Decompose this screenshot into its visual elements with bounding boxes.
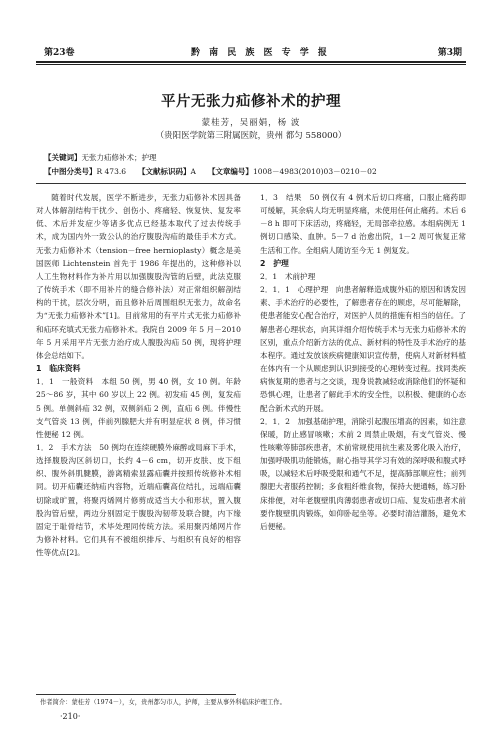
- surgical-method-paragraph: [36, 441, 241, 559]
- basic-nursing-text: 如注意保暖，防止感冒咳嗽；术前 2 周禁止吸烟，有支气管炎、慢性咳嗽等肺部疾患者，术前常规使用抗生素及雾化吸入治疗，加强呼吸肌功能锻炼，耐心指导其学习有效的深呼吸和腹式呼吸，以减轻术后呼吸受限和通气不足，提高肺部顺应性；前列腺肥大者服药控制；多食粗纤维食物，保持大便通畅，练习卧床排便，对年老腹壁肌肉薄弱患者或切口疝、复发疝患者术前要作腹壁肌肉锻炼，如仰卧起坐等。必要时清洁灌肠，避免术后便秘。: [260, 416, 466, 531]
- section-heading-clinical-data: 1 临床资料: [36, 364, 81, 374]
- results-paragraph: 1．3 结果 50 例仅有 4 例术后切口疼痛，口服止痛药即可缓解，其余病人均无明显疼痛，未使用任何止痛药。术后 6－8 h 即可下床活动，疼痛轻，无局部牵拉感。本组病例无 1 例切口感染、血肿。5－7 d 治愈出院，1－2 周可恢复正常生活和工作。全组病人随访至今无 1 例复发。: [260, 193, 466, 255]
- volume-label: 第23卷: [44, 48, 75, 58]
- subsection-heading-basic: 2．1．2 加强基础护理，消除引起腹压增高的因素: [260, 416, 436, 426]
- basic-nursing-paragraph: 2．1．2 加强基础护理，消除引起腹压增高的因素，如注意保暖，防止感冒咳嗽；术前 2 周禁止吸烟，有支气管炎、慢性咳嗽等肺部疾患者，术前常规使用抗生素及雾化吸入治疗，加强呼吸肌功能锻炼，耐心指导其学习有效的深呼吸和腹式呼吸，以减轻术后呼吸受限和通气不足，提高肺部顺应性；前列腺肥大者服药控制；多食粗纤维食物，保持大便通畅，练习卧床排便，对年老腹壁肌肉薄弱患者或切口疝、复发疝患者术前要作腹壁肌肉锻炼，如仰卧起坐等。必要时清洁灌肠，避免术后便秘。: [260, 416, 466, 531]
- page-number: ·210·: [60, 712, 81, 721]
- right-column: [260, 191, 466, 533]
- journal-name: 黔 南 民 族 医 专 学 报: [191, 48, 330, 58]
- subsection-heading-general-data: 1．1 一般资料: [36, 377, 94, 387]
- clc-value: R 473.6: [96, 167, 127, 176]
- clc-label: 【中图分类号】: [44, 167, 97, 176]
- subsection-heading-preop: 2．1 术前护理: [260, 271, 316, 281]
- author-footnote: 作者简介：蒙桂芳（1974－），女，贵州都匀市人，护师，主要从事外科临床护理工作。: [40, 699, 286, 706]
- classification-line: [44, 166, 377, 178]
- surgical-method-text: 50 例均在连续硬膜外麻醉或局麻下手术，选择腹股沟区斜切口，长约 4－6 cm，切开皮肤、皮下组织、腹外斜肌腱膜，游离精索显露疝囊并按照传统修补术相同。切开疝囊还纳疝内容物，近端疝囊高位结扎，远端疝囊切除或旷置，将聚丙烯网片修剪成适当大小和形状，置入腹股沟管后壁，两边分别固定于腹股沟韧带及联合腱，内下缘固定于耻骨结节，术毕处理同传统方法。采用聚丙烯网片作为修补材料。它们具有不被组织排斥、与组织有良好的相容性等优点[2]。: [36, 442, 242, 558]
- article-title: 平片无张力疝修补术的护理: [161, 94, 341, 110]
- article-id-value: 1008－4983(2010)03－0210－02: [252, 167, 377, 176]
- general-data-paragraph: [36, 375, 241, 441]
- keywords-line: [44, 152, 157, 164]
- article-id-label: 【文章编号】: [207, 167, 253, 176]
- article-authors: 蒙桂芳，吴丽娟，杨 波: [201, 118, 301, 128]
- footnote-rule: [36, 694, 236, 695]
- meta-rule: [36, 183, 466, 184]
- running-header: [36, 46, 466, 60]
- keywords-label: 【关键词】: [44, 153, 82, 162]
- subsection-heading-psych: 2．1．1 心理护理: [260, 285, 329, 295]
- keywords-value: 无张力疝修补术；护理: [81, 153, 157, 162]
- doc-code-label: 【文献标识码】: [138, 167, 191, 176]
- doc-code-value: A: [190, 167, 196, 176]
- section-heading-nursing: 2 护理: [260, 258, 289, 268]
- subsection-heading-surgical-method: 1．2 手术方法: [36, 442, 92, 452]
- left-column: [36, 191, 241, 559]
- psych-nursing-text: 向患者解释造成腹外疝的原因和诱发因素、手术治疗的必要性，了解患者存在的顾虑，尽可能解除，使患者能安心配合治疗，对医护人员的措施有相当的信任。了解患者心理状态，向其详细介绍传统手术与无张力疝修补术的区别，重点介绍新方法的优点、新材料的特性及手术治疗的基本程序。通过发放该疾病健康知识宣传册，使病人对新材料植在体内有一个从顾虑到认识到接受的心理转变过程。找同类疾病恢复期的患者与之交谈，现身说教减轻或消除他们的怀疑和恐惧心理，让患者了解此手术的安全性，以积极、健康的心态配合新术式的开展。: [260, 285, 466, 413]
- intro-paragraph: 随着时代发展，医学不断进步，无张力疝修补术因具备对人体解剖结构干扰少、创伤小、疼痛轻、恢复快、复发率低、术后并发症少等诸多优点已经基本取代了过去传统手术，成为国内外一致公认的治疗腹股沟疝的最佳手术方式。无张力疝修补术（tension－free hernioplasty）概念是美国医师 Lichtenstein 首先于 1986 年提出的，这种修补以人工生物材料作为补片用以加强腹股沟管的后壁，此法克服了传统手术（即不用补片的缝合修补法）对正常组织解剖结构的干扰，层次分明，而且修补后周围组织无张力，故命名为“无张力疝修补术”[1]。目前常用的有平片式无张力疝修补和疝环充填式无张力疝修补术。我院自 2009 年 5 月－2010 年 5 月采用平片无张力治疗成人腹股沟疝 50 例，现将护理体会总结如下。: [36, 193, 242, 360]
- header-rule: [36, 61, 466, 65]
- general-data-text: 本组 50 例，男 40 例，女 10 例。年龄 25～86 岁，其中 60 岁以上 22 例。初发疝 45 例，复发疝 5 例。单侧斜疝 32 例，双侧斜疝 2 例，直疝 6 例。伴慢性支气管炎 13 例，伴前列腺肥大并有明显症状 8 例，伴习惯性便秘 12 例。: [36, 377, 241, 439]
- article-affiliation: （贵阳医学院第三附属医院，贵州 都匀 558000）: [155, 131, 347, 141]
- issue-label: 第3期: [437, 48, 462, 58]
- psych-nursing-paragraph: [260, 283, 466, 415]
